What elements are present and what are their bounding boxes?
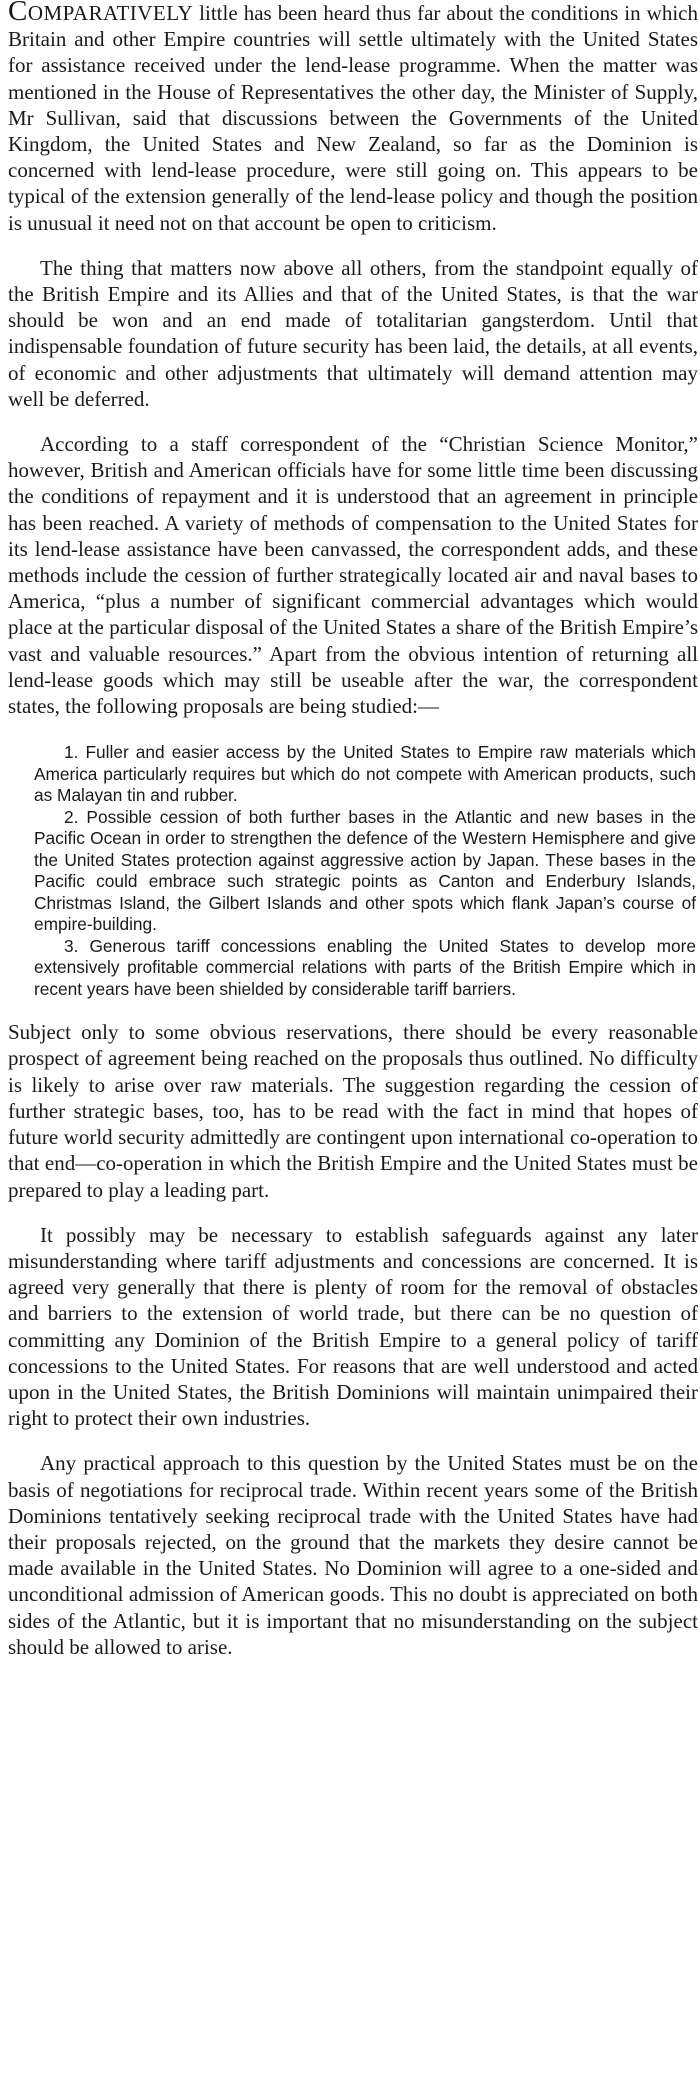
drop-cap: C [8,0,28,27]
proposals-list [8,742,698,1000]
paragraph-5: It possibly may be necessary to establish safeguards against any later misunderstanding where tariff adjustments and concessions are concerned. It is agreed very generally that there is plenty of room for the removal of obstacles and barriers to the extension of world trade, but there can be no question of committing any Dominion of the British Empire to a general policy of tariff concessions to the United States. For reasons that are well understood and acted upon in the United States, the British Dominions will maintain unimpaired their right to protect their own industries. [8,1222,698,1431]
article [8,0,698,1660]
paragraph-3: According to a staff correspondent of the “Christian Science Monitor,” however, British and American officials have for some little time been discussing the conditions of repayment and it is understood that an agreement in principle has been reached. A variety of methods of compensation to the United States for its lend-lease assistance have been canvassed, the correspondent adds, and these methods include the cession of further strategically located air and naval bases to America, “plus a number of significant commercial advantages which would place at the particular disposal of the United States a share of the British Empire’s vast and valuable resources.” Apart from the obvious intention of returning all lend-lease goods which may still be useable after the war, the correspondent states, the following proposals are being studied:— [8,432,698,719]
proposal-item-1: 1. Fuller and easier access by the United States to Empire raw materials which America particularly requires but which do not compete with American products, such as Malayan tin and rubber. [34,742,696,806]
paragraph-2: The thing that matters now above all others, from the standpoint equally of the British Empire and its Allies and that of the United States, is that the war should be won and an end made of totalitarian gangsterdom. Until that indispensable foundation of future security has been laid, the details, at all events, of economic and other adjustments that ultimately will demand attention may well be deferred. [8,255,698,411]
paragraph-1-text: little has been heard thus far about the conditions in which Britain and other Empire countries will settle ultimately with the United States for assistance received under the lend-lease programme. When the matter was mentioned in the House of Representatives the other day, the Minister of Supply, Mr Sullivan, said that discussions between the Governments of the United Kingdom, the United States and New Zealand, so far as the Dominion is concerned with lend-lease procedure, were still going on. This appears to be typical of the extension generally of the lend-lease policy and though the position is unusual it need not on that account be open to criticism. [8,1,698,235]
paragraph-6: Any practical approach to this question by the United States must be on the basis of negotiations for reciprocal trade. Within recent years some of the British Dominions tentatively seeking reciprocal trade with the United States have had their proposals rejected, on the ground that the markets they desire cannot be made available in the United States. No Dominion will agree to a one-sided and unconditional admission of American goods. This no doubt is appreciated on both sides of the Atlantic, but it is important that no misunderstanding on the subject should be allowed to arise. [8,1451,698,1659]
paragraph-4: Subject only to some obvious reservations, there should be every reasonable prospect of agreement being reached on the proposals thus outlined. No difficulty is likely to arise over raw materials. The suggestion regarding the cession of further strategic bases, too, has to be read with the fact in mind that hopes of future world security admittedly are contingent upon international co-operation to that end—co-operation in which the British Empire and the United States must be prepared to play a leading part. [8,1020,698,1202]
opening-word [8,1,193,25]
proposal-item-2: 2. Possible cession of both further bases in the Atlantic and new bases in the Pacific Ocean in order to strengthen the defence of the Western Hemisphere and give the United States protection against aggressive action by Japan. These bases in the Pacific could embrace such strategic points as Canton and Enderbury Islands, Christmas Island, the Gilbert Islands and other spots which flank Japan’s course of empire-building. [34,806,696,935]
opening-word-rest: OMPARATIVELY [27,1,194,25]
paragraph-1 [8,0,698,236]
proposal-item-3: 3. Generous tariff concessions enabling the United States to develop more extensively profitable commercial relations with parts of the British Empire which in recent years have been shielded by considerable tariff barriers. [34,935,696,999]
